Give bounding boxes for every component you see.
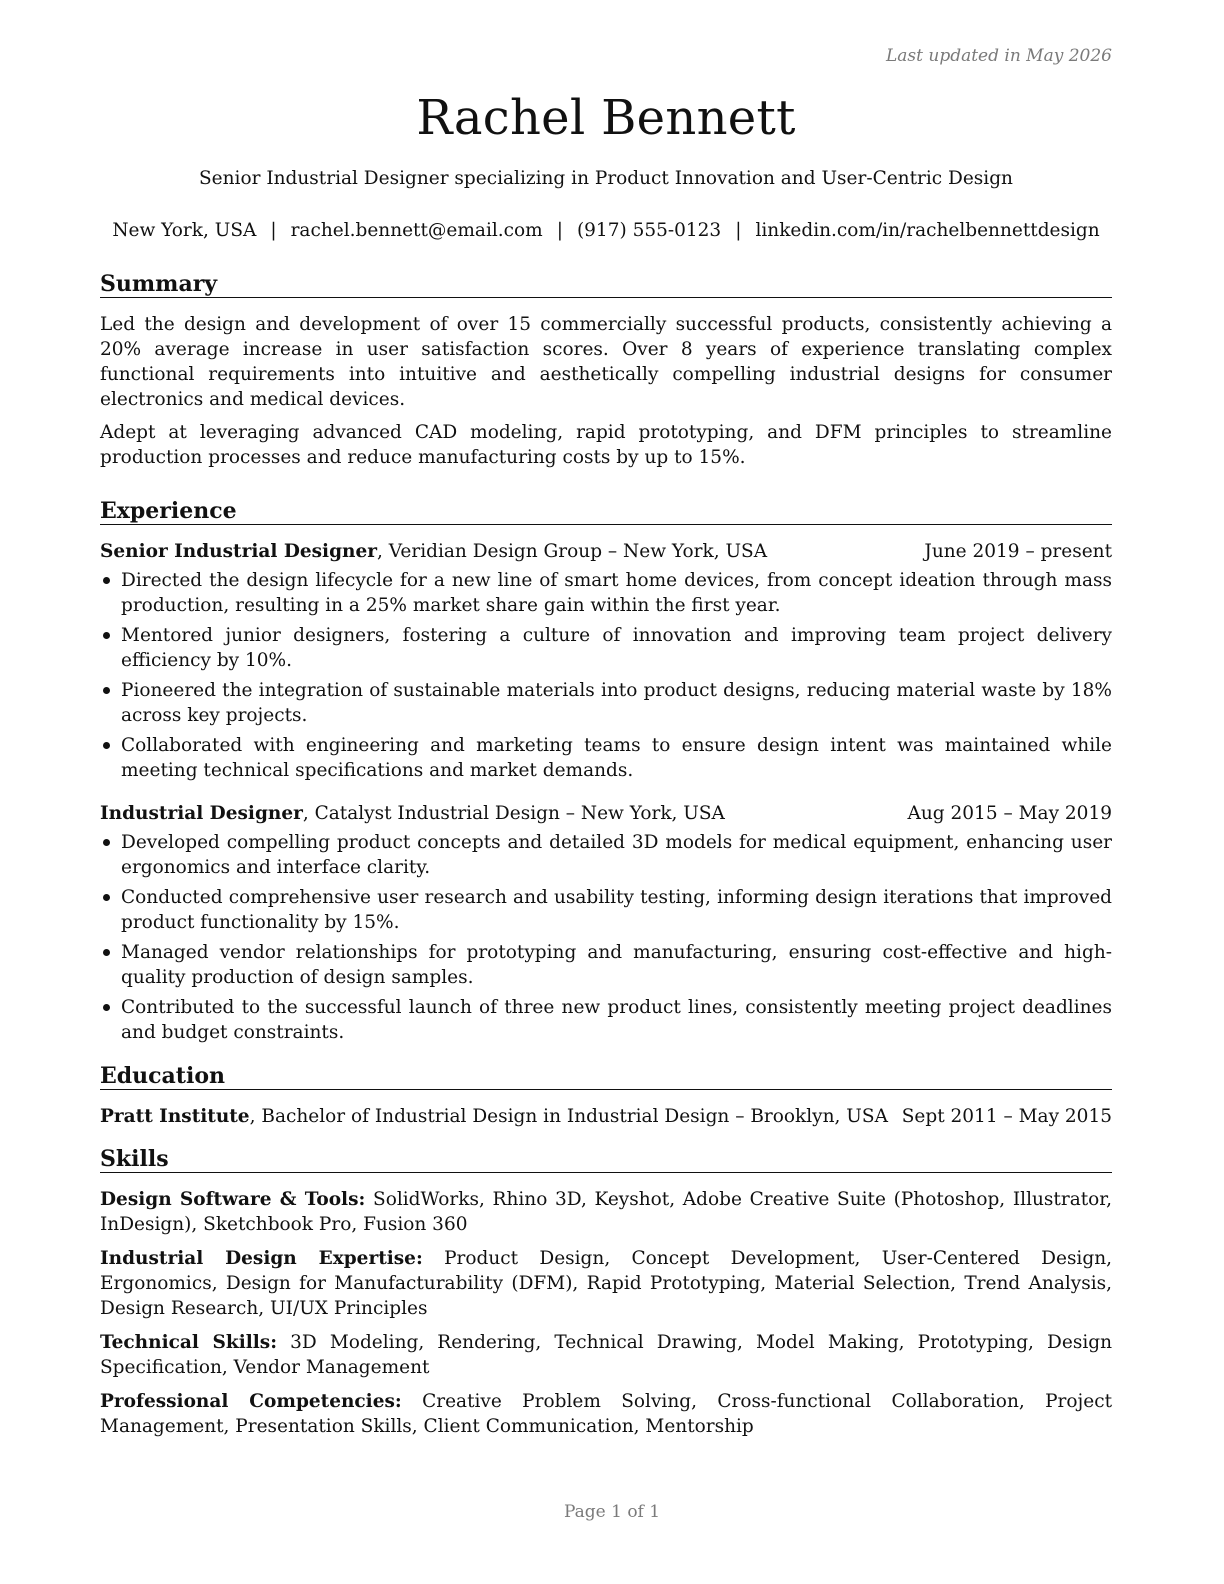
bullet-text: Directed the design lifecycle for a new line of smart home devices, from concept ideation through mass production, resulting in a 25% market share gain within the first year.	[121, 570, 1112, 616]
contact-separator: |	[556, 220, 563, 241]
bullet-icon	[103, 687, 110, 694]
bullet-icon	[103, 577, 110, 584]
bullet-text: Pioneered the integration of sustainable materials into product designs, reducing material waste by 18% across key projects.	[121, 680, 1112, 726]
school-name: Pratt Institute	[100, 1106, 250, 1127]
job-bullets	[100, 830, 1112, 1045]
job-dates: Aug 2015 – May 2019	[907, 803, 1112, 824]
section-title-skills: Skills	[100, 1146, 1112, 1173]
degree: , Bachelor of Industrial Design in Industrial Design – Brooklyn, USA	[249, 1106, 888, 1127]
tagline: Senior Industrial Designer specializing in Product Innovation and User-Centric Design	[199, 168, 1013, 189]
contact-linkedin[interactable]: linkedin.com/in/rachelbennettdesign	[755, 220, 1100, 241]
experience-entry	[100, 801, 1112, 1045]
skill-group	[100, 1330, 1112, 1380]
summary-paragraph: Adept at leveraging advanced CAD modeling, rapid prototyping, and DFM principles to streamline production processes and reduce manufacturing costs by up to 15%.	[100, 422, 1112, 468]
experience-role-line	[100, 801, 725, 826]
bullet-icon	[103, 742, 110, 749]
job-role: Senior Industrial Designer	[100, 541, 377, 562]
job-bullets	[100, 568, 1112, 783]
bullet-text: Conducted comprehensive user research and usability testing, informing design iterations that improved product functionality by 15%.	[121, 887, 1112, 933]
bullet-icon	[103, 949, 110, 956]
skill-value: SolidWorks, Rhino 3D, Keyshot, Adobe Creative Suite (Photoshop, Illustrator, InDesign), Sketchbook Pro, Fusion 360	[100, 1189, 1112, 1235]
bullet-text: Contributed to the successful launch of three new product lines, consistently meeting project deadlines and budget constraints.	[121, 997, 1112, 1043]
skill-label: Design Software & Tools:	[100, 1189, 366, 1210]
section-title-experience: Experience	[100, 498, 1112, 525]
contact-phone[interactable]: (917) 555-0123	[576, 220, 722, 241]
job-bullet	[100, 733, 1112, 783]
skill-group	[100, 1246, 1112, 1321]
contact-line	[100, 218, 1112, 243]
skill-label: Technical Skills:	[100, 1332, 278, 1353]
skill-group	[100, 1187, 1112, 1237]
summary-paragraph: Led the design and development of over 15 commercially successful products, consistently achieving a 20% average increase in user satisfaction scores. Over 8 years of experience translating complex functional requirements into intuitive and aesthetically compelling industrial designs for consumer electronics and medical devices.	[100, 314, 1112, 410]
job-dates: June 2019 – present	[924, 541, 1112, 562]
experience-header	[100, 539, 1112, 564]
skill-value: Creative Problem Solving, Cross-functional Collaboration, Project Management, Presentation Skills, Client Communication, Mentorship	[100, 1391, 1113, 1437]
skill-label: Professional Competencies:	[100, 1391, 402, 1412]
contact-email[interactable]: rachel.bennett@email.com	[290, 220, 543, 241]
experience-entry	[100, 539, 1112, 783]
bullet-icon	[103, 894, 110, 901]
education-line	[100, 1104, 888, 1129]
job-company: , Veridian Design Group – New York, USA	[376, 541, 768, 562]
bullet-icon	[103, 632, 110, 639]
contact-separator: |	[270, 220, 277, 241]
job-bullet	[100, 623, 1112, 673]
contact-separator: |	[735, 220, 742, 241]
candidate-name: Rachel Bennett	[416, 90, 796, 146]
page-number-footer: Page 1 of 1	[563, 1502, 661, 1522]
job-bullet	[100, 885, 1112, 935]
bullet-text: Managed vendor relationships for prototyping and manufacturing, ensuring cost-effective and high-quality production of design samples.	[121, 942, 1112, 988]
job-bullet	[100, 678, 1112, 728]
bullet-icon	[103, 839, 110, 846]
skill-group	[100, 1389, 1112, 1439]
section-title-education: Education	[100, 1063, 1112, 1090]
experience-role-line	[100, 539, 767, 564]
job-role: Industrial Designer	[100, 803, 303, 824]
job-bullet	[100, 995, 1112, 1045]
job-bullet	[100, 940, 1112, 990]
job-company: , Catalyst Industrial Design – New York, USA	[302, 803, 725, 824]
job-bullet	[100, 830, 1112, 880]
bullet-text: Developed compelling product concepts and detailed 3D models for medical equipment, enhancing user ergonomics and interface clarity.	[121, 832, 1112, 878]
bullet-text: Mentored junior designers, fostering a culture of innovation and improving team project delivery efficiency by 10%.	[121, 625, 1112, 671]
skill-value: Product Design, Concept Development, User-Centered Design, Ergonomics, Design for Manufacturability (DFM), Rapid Prototyping, Material Selection, Trend Analysis, Design Research, UI/UX Principles	[100, 1248, 1112, 1319]
bullet-text: Collaborated with engineering and marketing teams to ensure design intent was maintained while meeting technical specifications and market demands.	[121, 735, 1112, 781]
experience-header	[100, 801, 1112, 826]
education-entry	[100, 1104, 1112, 1129]
skill-label: Industrial Design Expertise:	[100, 1248, 423, 1269]
contact-location: New York, USA	[112, 220, 257, 241]
last-updated-note: Last updated in May 2026	[885, 46, 1112, 66]
job-bullet	[100, 568, 1112, 618]
education-dates: Sept 2011 – May 2015	[901, 1106, 1112, 1127]
bullet-icon	[103, 1004, 110, 1011]
skill-value: 3D Modeling, Rendering, Technical Drawing, Model Making, Prototyping, Design Specification, Vendor Management	[100, 1332, 1112, 1378]
section-title-summary: Summary	[100, 271, 1112, 298]
